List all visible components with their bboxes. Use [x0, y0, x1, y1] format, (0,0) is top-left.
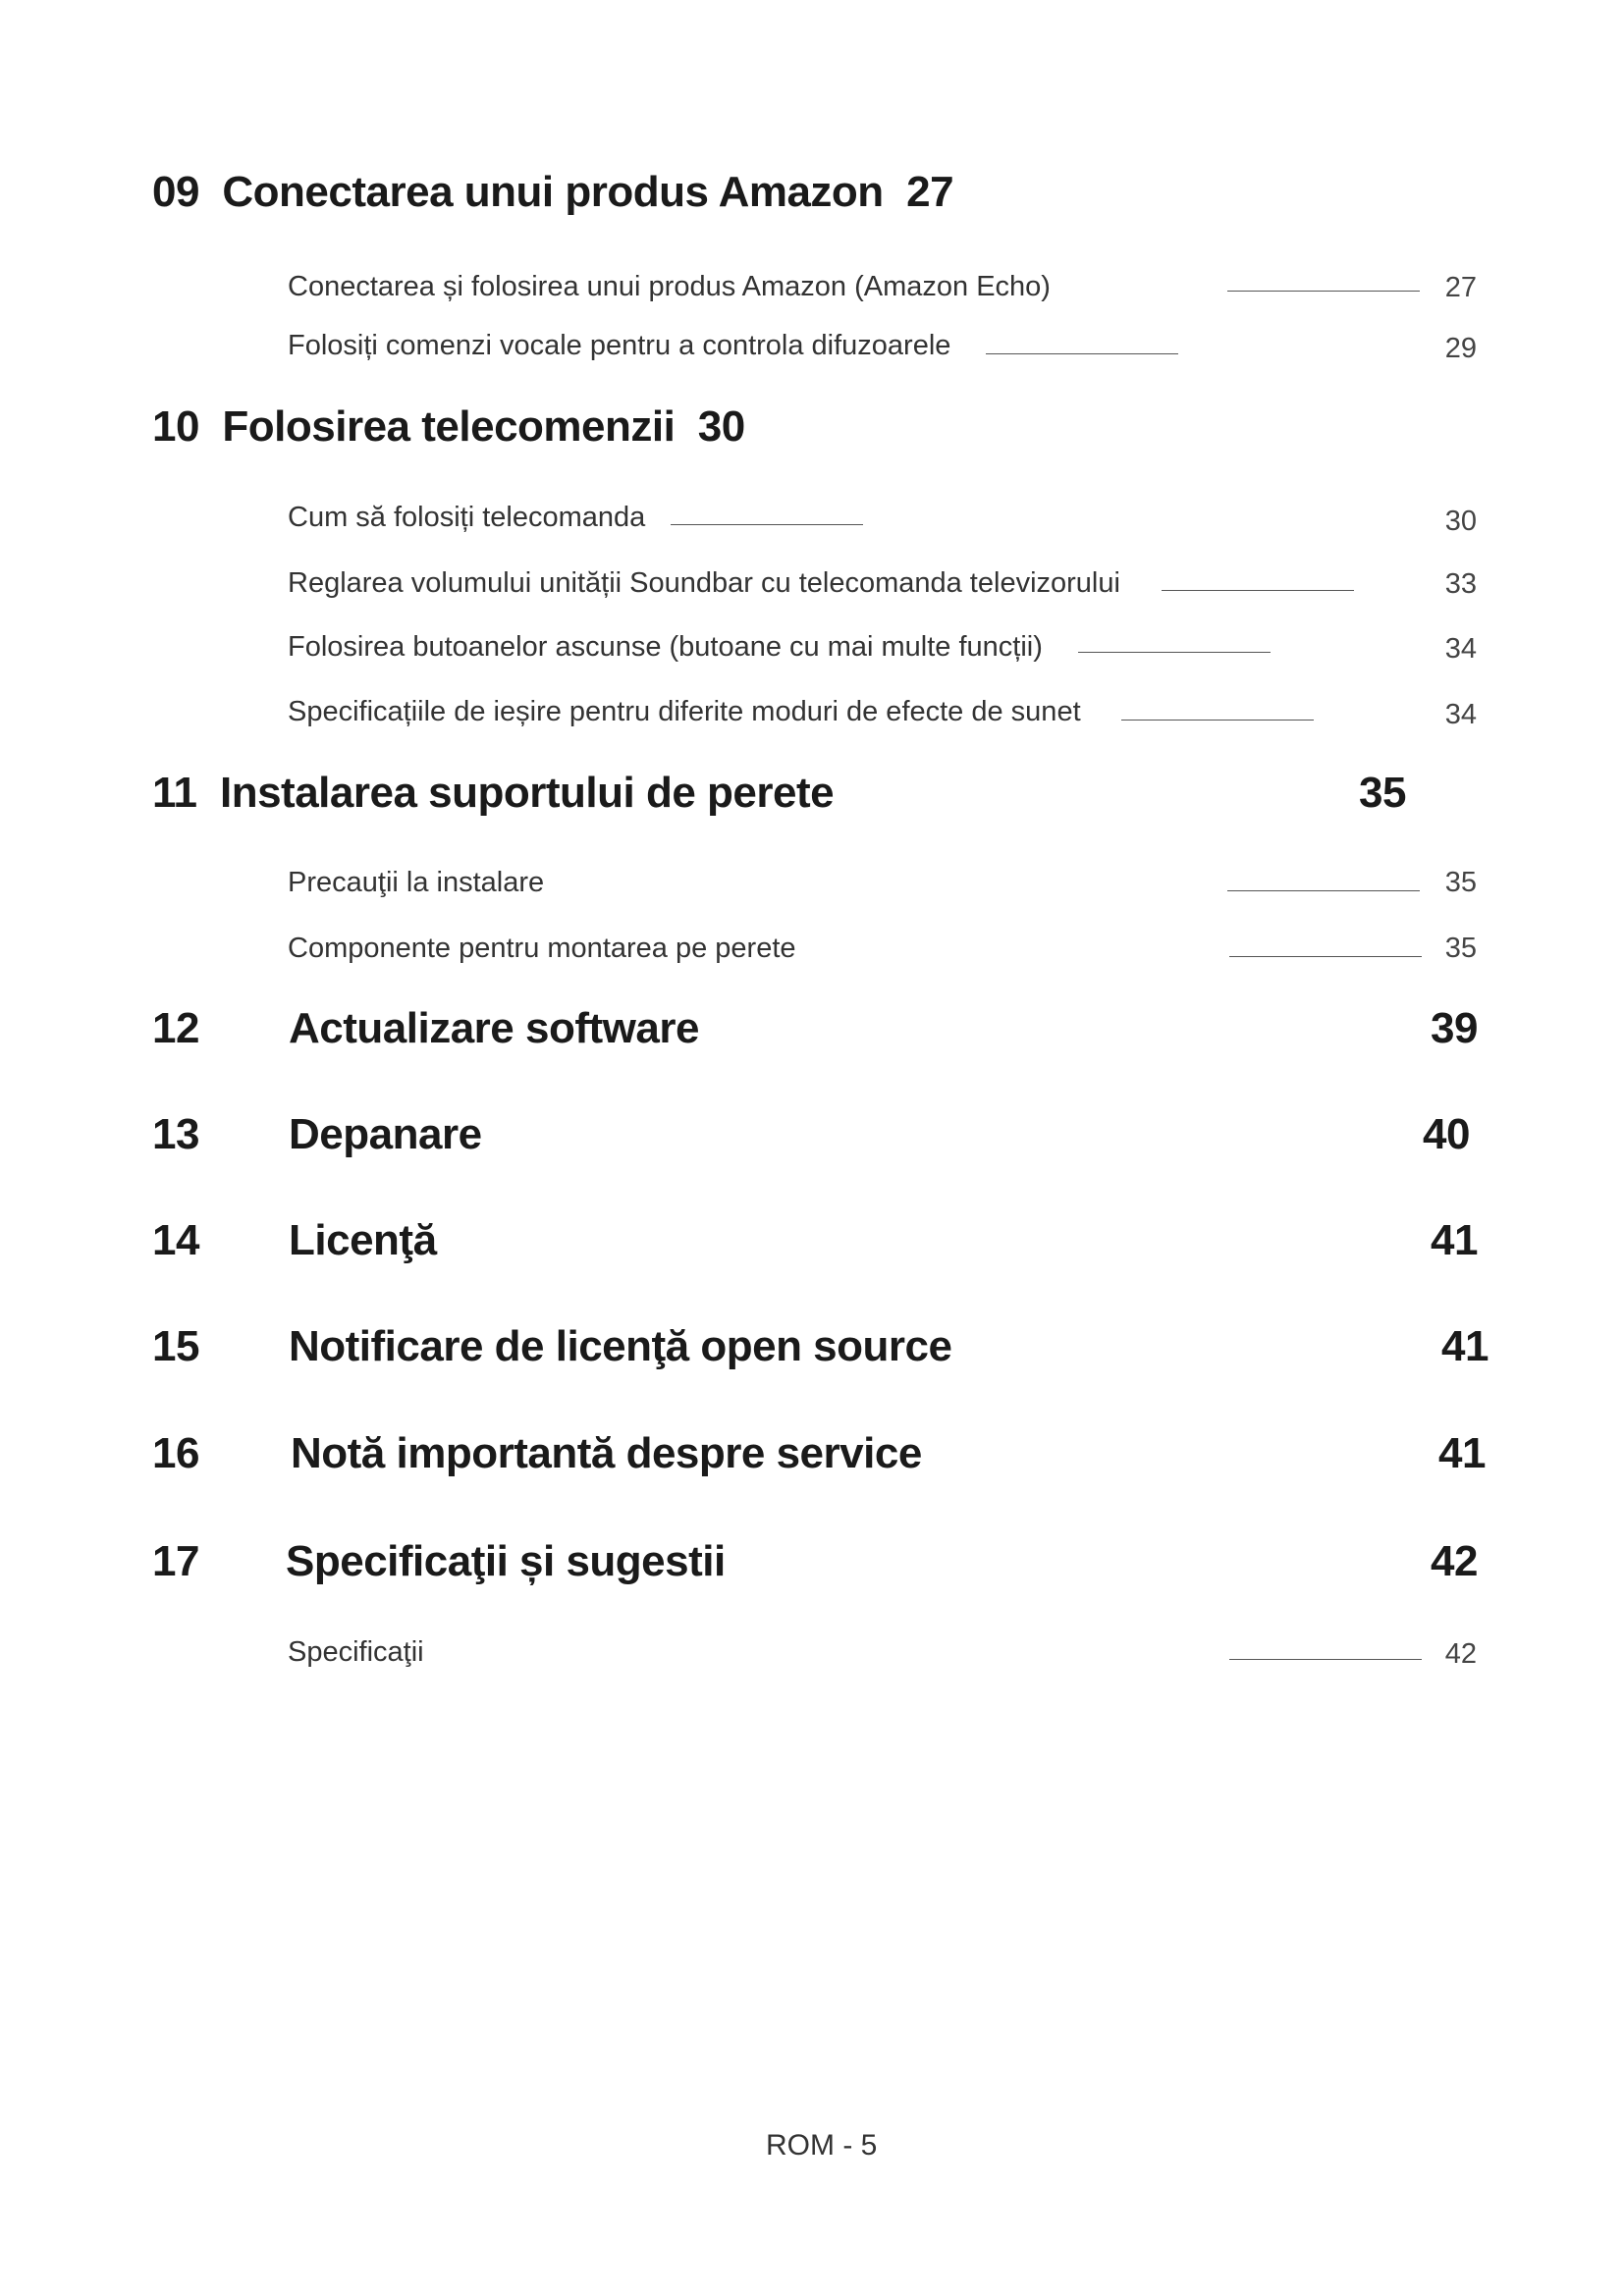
section-number: 14	[152, 1216, 199, 1264]
toc-entry-label[interactable]: Specificațiile de ieșire pentru diferite moduri de efecte de sunet	[288, 696, 1081, 727]
section-page: 27	[906, 168, 954, 216]
leader-line	[1227, 890, 1420, 891]
section-page: 41	[1438, 1429, 1486, 1477]
leader-line	[671, 524, 863, 525]
section-number: 17	[152, 1537, 199, 1585]
toc-entry-page: 34	[1444, 633, 1477, 665]
section-title[interactable]: Licenţă	[289, 1216, 437, 1264]
toc-entry-page: 33	[1444, 568, 1477, 600]
leader-line	[986, 353, 1178, 354]
section-title: Conectarea unui produs Amazon	[222, 168, 884, 216]
toc-entry-page: 27	[1444, 272, 1477, 303]
toc-entry-label[interactable]: Folosirea butoanelor ascunse (butoane cu mai multe funcții)	[288, 631, 1043, 663]
section-title[interactable]: Notificare de licenţă open source	[289, 1322, 952, 1370]
leader-line	[1229, 956, 1422, 957]
section-number: 12	[152, 1004, 199, 1052]
section-page: 39	[1431, 1004, 1478, 1052]
leader-line	[1078, 652, 1271, 653]
toc-entry-label[interactable]: Cum să folosiți telecomanda	[288, 502, 646, 533]
toc-entry-page: 34	[1444, 699, 1477, 730]
toc-entry-label[interactable]: Folosiți comenzi vocale pentru a controla difuzoarele	[288, 330, 951, 361]
toc-entry-page: 35	[1444, 867, 1477, 898]
toc-entry-label[interactable]: Conectarea și folosirea unui produs Amazon (Amazon Echo)	[288, 271, 1051, 302]
section-page: 42	[1431, 1537, 1478, 1585]
section-number: 15	[152, 1322, 199, 1370]
section-page: 40	[1423, 1110, 1470, 1158]
section-page: 30	[697, 402, 745, 451]
section-title[interactable]: Specificaţii și sugestii	[286, 1537, 726, 1585]
section-heading-10[interactable]	[152, 402, 745, 451]
section-title[interactable]: Depanare	[289, 1110, 482, 1158]
toc-entry-page: 30	[1444, 506, 1477, 537]
toc-entry-label[interactable]: Precauţii la instalare	[288, 867, 545, 898]
section-number: 16	[152, 1429, 199, 1477]
section-number: 09	[152, 168, 199, 216]
page-number-footer: ROM - 5	[766, 2129, 878, 2162]
section-number: 13	[152, 1110, 199, 1158]
toc-entry-label[interactable]: Specificaţii	[288, 1636, 424, 1668]
leader-line	[1121, 720, 1314, 721]
section-page: 35	[1359, 769, 1406, 817]
section-page: 41	[1441, 1322, 1489, 1370]
leader-line	[1162, 590, 1354, 591]
toc-entry-label[interactable]: Componente pentru montarea pe perete	[288, 933, 796, 964]
toc-entry-page: 42	[1444, 1638, 1477, 1670]
section-heading-11[interactable]	[152, 769, 835, 817]
section-heading-09[interactable]	[152, 168, 954, 216]
section-number: 11	[152, 769, 197, 817]
leader-line	[1229, 1659, 1422, 1660]
section-page: 41	[1431, 1216, 1478, 1264]
toc-entry-page: 29	[1444, 333, 1477, 364]
section-title: Folosirea telecomenzii	[222, 402, 676, 451]
toc-entry-label[interactable]: Reglarea volumului unității Soundbar cu telecomanda televizorului	[288, 567, 1120, 599]
section-title[interactable]: Actualizare software	[289, 1004, 699, 1052]
leader-line	[1227, 291, 1420, 292]
toc-entry-page: 35	[1444, 933, 1477, 964]
section-number: 10	[152, 402, 199, 451]
section-title[interactable]: Notă importantă despre service	[291, 1429, 922, 1477]
section-title: Instalarea suportului de perete	[219, 769, 835, 817]
